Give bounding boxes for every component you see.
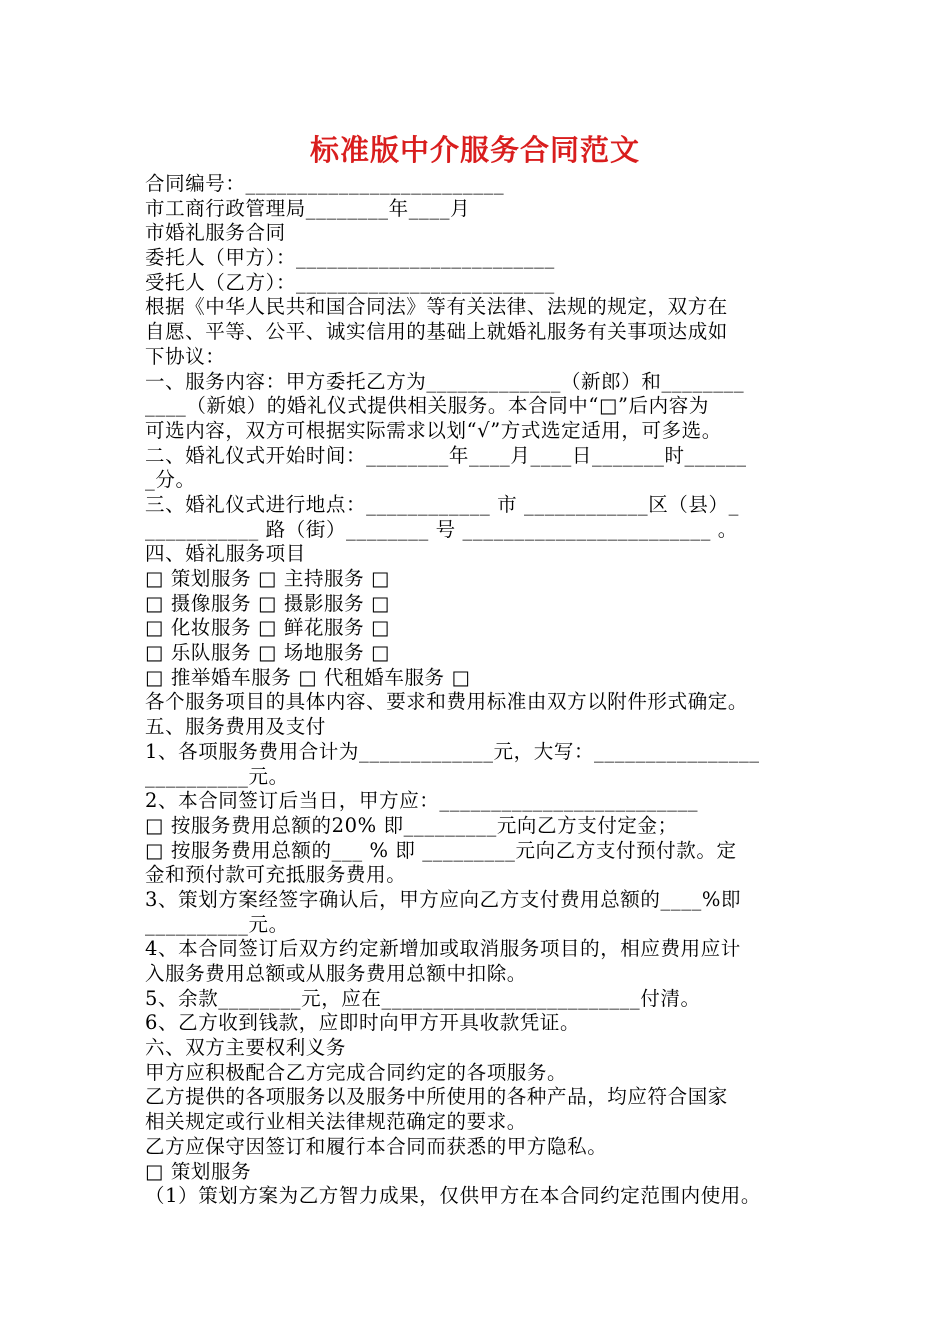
document-line: 市婚礼服务合同 bbox=[145, 221, 286, 245]
document-line: 入服务费用总额或从服务费用总额中扣除。 bbox=[145, 962, 527, 985]
document-line: □ 按服务费用总额的___ % 即 _________元向乙方支付预付款。定 bbox=[145, 838, 737, 862]
document-line: 相关规定或行业相关法律规范确定的要求。 bbox=[145, 1110, 527, 1134]
document-line: □ 按服务费用总额的20% 即_________元向乙方支付定金； bbox=[145, 813, 678, 837]
document-line: __________元。 bbox=[145, 912, 289, 936]
document-line: 受托人（乙方）：_________________________ bbox=[145, 270, 555, 294]
document-line: □ 乐队服务 □ 场地服务 □ bbox=[145, 641, 391, 665]
document-line: 5、余款________元，应在_________________________付清。 bbox=[145, 986, 701, 1010]
document-line: 可选内容，双方可根据实际需求以划“√”方式选定适用，可多选。 bbox=[145, 418, 722, 442]
document-line: 乙方应保守因签订和履行本合同而获悉的甲方隐私。 bbox=[145, 1134, 608, 1158]
document-line: （1）策划方案为乙方智力成果，仅供甲方在本合同约定范围内使用。 bbox=[145, 1184, 762, 1208]
document-line: 合同编号：_________________________ bbox=[145, 172, 505, 195]
document-line: 6、乙方收到钱款，应即时向甲方开具收款凭证。 bbox=[145, 1011, 581, 1035]
document-line: □ 策划服务 bbox=[145, 1159, 252, 1183]
document-line: 3、策划方案经签字确认后，甲方应向乙方支付费用总额的____%即 bbox=[145, 887, 742, 911]
document-line: 2、本合同签订后当日，甲方应：_________________________ bbox=[145, 789, 699, 813]
document-line: 金和预付款可充抵服务费用。 bbox=[145, 863, 407, 887]
document-line: 六、双方主要权利义务 bbox=[145, 1036, 347, 1060]
document-line: 三、婚礼仪式进行地点：____________ 市 ____________区（县）_ bbox=[145, 492, 739, 516]
document-line: ___________ 路（街）________ 号 ________________________ 。 bbox=[145, 517, 738, 541]
document-body bbox=[145, 172, 807, 1209]
document-line: 自愿、平等、公平、诚实信用的基础上就婚礼服务有关事项达成如 bbox=[145, 320, 728, 344]
document-line: _分。 bbox=[145, 468, 196, 492]
document-line: 乙方提供的各项服务以及服务中所使用的各种产品，均应符合国家 bbox=[145, 1085, 728, 1109]
document-line: 下协议： bbox=[145, 344, 226, 368]
document-line: 甲方应积极配合乙方完成合同约定的各项服务。 bbox=[145, 1060, 568, 1084]
document-line: ____（新娘）的婚礼仪式提供相关服务。本合同中“□”后内容为 bbox=[145, 394, 709, 418]
document-line: 一、服务内容：甲方委托乙方为_____________（新郎）和________ bbox=[145, 369, 745, 393]
document-line: □ 策划服务 □ 主持服务 □ bbox=[145, 567, 391, 590]
document-line: 二、婚礼仪式开始时间：________年____月____日_______时______ bbox=[145, 443, 747, 467]
document-line: 各个服务项目的具体内容、要求和费用标准由双方以附件形式确定。 bbox=[145, 690, 749, 714]
document-line: 委托人（甲方）：_________________________ bbox=[145, 246, 555, 270]
document-line: 根据《中华人民共和国合同法》等有关法律、法规的规定，双方在 bbox=[145, 295, 728, 319]
document-line: 4、本合同签订后双方约定新增加或取消服务项目的，相应费用应计 bbox=[145, 937, 741, 961]
document-line: __________元。 bbox=[145, 764, 289, 788]
document-line: 四、婚礼服务项目 bbox=[145, 542, 306, 566]
document-line: □ 摄像服务 □ 摄影服务 □ bbox=[145, 591, 391, 615]
document-line: 1、各项服务费用合计为_____________元，大写：________________ bbox=[145, 739, 760, 763]
document-line: □ 推举婚车服务 □ 代租婚车服务 □ bbox=[145, 665, 471, 689]
document-line: 市工商行政管理局________年____月 bbox=[145, 196, 471, 220]
document-line: □ 化妆服务 □ 鲜花服务 □ bbox=[145, 616, 391, 640]
document-title: 标准版中介服务合同范文 bbox=[309, 133, 640, 167]
document-line: 五、服务费用及支付 bbox=[145, 715, 326, 739]
